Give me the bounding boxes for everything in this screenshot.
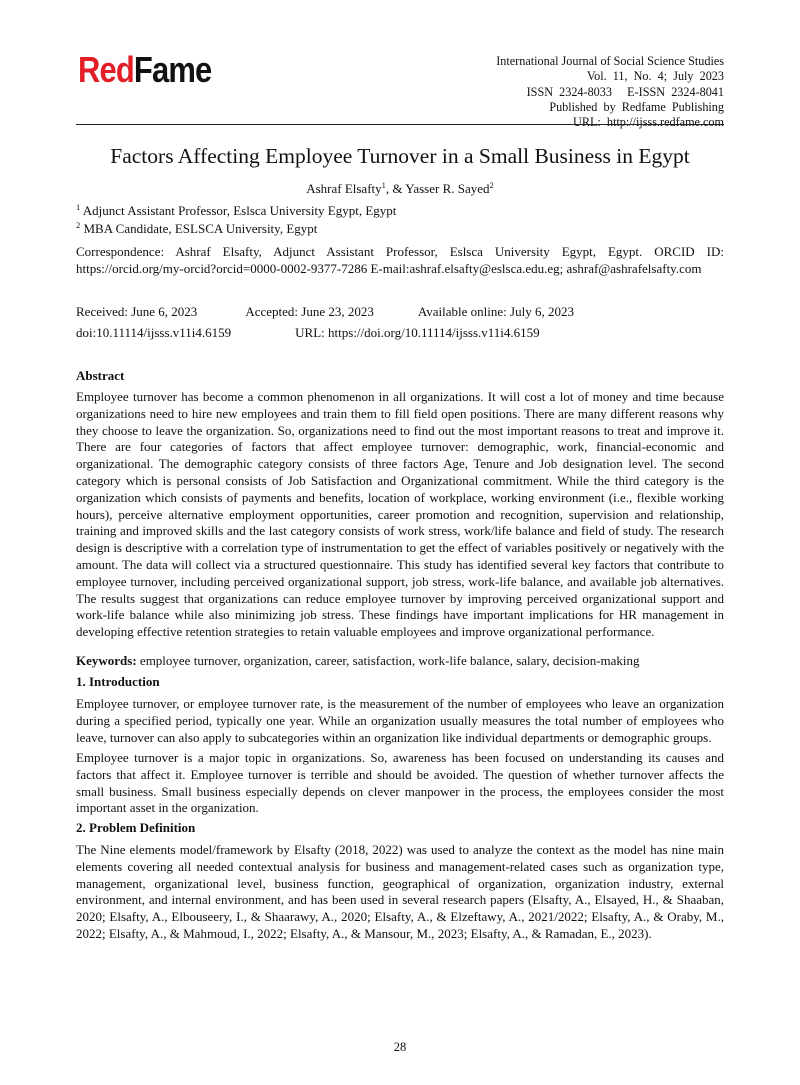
abstract-text: Employee turnover has become a common phenomenon in all organizations. It will cost a lot of money and time because organizations need to hire new employees and train them to fill field open positions. There are many different reasons why they choose to leave the organization. So, organizations need to find out the most important reasons to treat and improve it. There are four categories of factors that affect employee turnover: demographic, work, financial-economic and organizational. The demographic category consists of three factors Age, Tenure and Job designation level. The second category which is personal consists of Job Satisfaction and Organizational commitment. While the third category is the organization which consists of payments and benefits, location of workplace, working environment (i.e., flexible working hours), perceive alternative employment opportunities, career promotion and recognition, supervision and relationship, training and improved skills and the last category consists of work stress, work/life balance and field of study. The research design is descriptive with a correlation type of instrumentation to get the effect of variables positively or negatively with the amount. The data will collect via a structured questionnaire. This study has identified several key factors that contribute to employee turnover, including perceived organizational support, job stress, work-life balance, and available job alternatives. The results suggest that organizations can reduce employee turnover by improving perceived organizational support and work-life balance while also minimizing job stress. These findings have important implications for HR management in developing effective retention strategies to retain valuable employees and improve organizational performance. <box>76 389 724 640</box>
page-number: 28 <box>393 1040 407 1054</box>
abstract-heading: Abstract <box>76 368 125 383</box>
keywords-label: Keywords: <box>76 653 137 668</box>
author-line <box>0 181 800 197</box>
logo-red-text: Red <box>78 49 134 90</box>
logo-fame-text: Fame <box>133 49 212 90</box>
author-2-sup: 2 <box>489 180 494 190</box>
introduction-paragraph-2: Employee turnover is a major topic in organizations. So, awareness has been focused on understanding its causes and factors that affect it. Employee turnover is terrible and should be avoided. The question of whether turnover affects the small business. Small business especially depends on clever manpower in the process, the employees consider the most important asset in the organization. <box>76 750 724 816</box>
affiliation-2 <box>76 221 317 237</box>
affiliation-1-text: Adjunct Assistant Professor, Eslsca University Egypt, Egypt <box>80 203 397 218</box>
correspondence: Correspondence: Ashraf Elsafty, Adjunct Assistant Professor, Eslsca University Egypt, Egypt. ORCID ID: https://orcid.org/my-orcid?orcid=0000-0002-9377-7286 E-mail:ashraf.elsafty@eslsca.edu.eg; ashraf@ashrafelsafty.com <box>76 244 724 276</box>
redfame-logo <box>78 49 212 90</box>
available-date: Available online: July 6, 2023 <box>417 304 574 319</box>
introduction-heading: 1. Introduction <box>76 674 160 689</box>
header-rule <box>76 124 724 125</box>
journal-volume: Vol. 11, No. 4; July 2023 <box>586 69 724 84</box>
affiliation-1 <box>76 203 396 219</box>
affiliation-2-text: MBA Candidate, ESLSCA University, Egypt <box>80 221 318 236</box>
problem-definition-paragraph: The Nine elements model/framework by Elsafty (2018, 2022) was used to analyze the context as the model has nine main elements covering all needed contextual analysis for business and management-related cases such as organization type, management, organizational level, business function, geographical of organization, organization industry, external environment, and internal environment, and has been used in several research papers (Elsafty, A., Elsayed, H., & Shaaban, 2020; Elsafty, A., Elbouseery, I., & Shaarawy, A., 2020; Elsafty, A., & Elzeftawy, A., 2021/2022; Elsafty, A., & Oraby, M., 2022; Elsafty, A., & Mahmoud, I., 2022; Elsafty, A., & Mansour, M., 2023; Elsafty, A., & Ramadan, E., 2023). <box>76 842 724 941</box>
doi[interactable]: doi:10.11114/ijsss.v11i4.6159 <box>76 325 232 340</box>
doi-url[interactable]: URL: https://doi.org/10.11114/ijsss.v11i4.6159 <box>295 325 540 340</box>
doi-row <box>76 325 540 341</box>
dates-row <box>76 304 574 320</box>
author-1: Ashraf Elsafty <box>306 181 382 196</box>
author-2: , & Yasser R. Sayed <box>385 181 490 196</box>
journal-info <box>496 54 724 130</box>
affiliation-2-sup: 2 <box>76 220 81 230</box>
author-1-sup: 1 <box>381 180 386 190</box>
introduction-paragraph-1: Employee turnover, or employee turnover rate, is the measurement of the number of employees who leave an organization during a specified period, typically one year. While an organization usually measures the total number of employees who leave, turnover can also apply to subcategories within an organization like individual departments or demographic groups. <box>76 696 724 745</box>
received-date: Received: June 6, 2023 <box>76 304 198 319</box>
problem-definition-heading: 2. Problem Definition <box>76 820 196 835</box>
keywords-list: employee turnover, organization, career, satisfaction, work-life balance, salary, decision-making <box>136 653 640 668</box>
journal-publisher: Published by Redfame Publishing <box>549 99 724 114</box>
journal-url[interactable]: URL: http://ijsss.redfame.com <box>573 115 724 130</box>
journal-issn: ISSN 2324-8033 E-ISSN 2324-8041 <box>526 84 724 99</box>
journal-name: International Journal of Social Science Studies <box>496 54 724 68</box>
affiliation-1-sup: 1 <box>76 202 81 212</box>
accepted-date: Accepted: June 23, 2023 <box>245 304 374 319</box>
article-title: Factors Affecting Employee Turnover in a Small Business in Egypt <box>110 144 690 168</box>
keywords <box>76 653 724 670</box>
